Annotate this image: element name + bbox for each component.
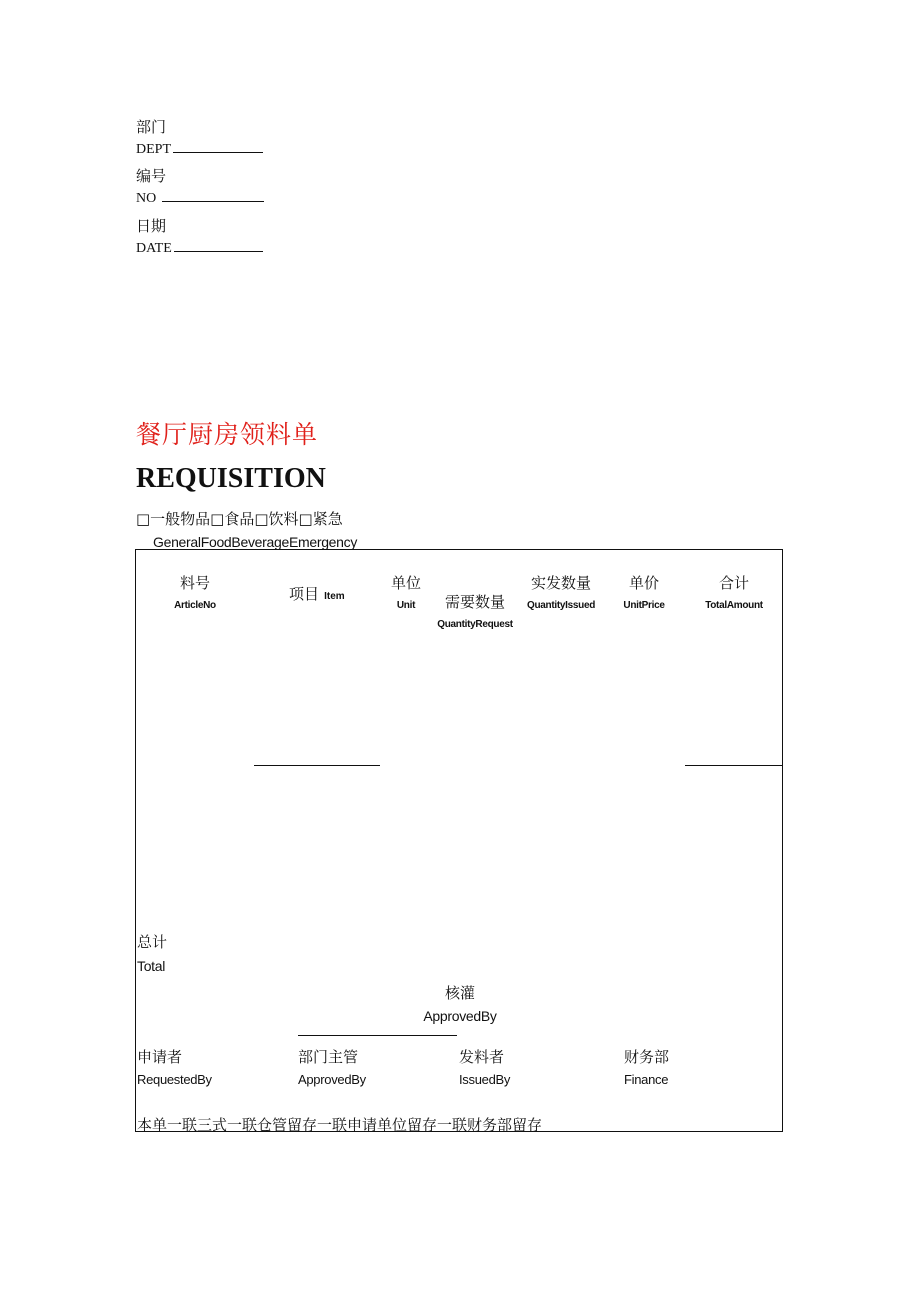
signer-approved-en: ApprovedBy (298, 1072, 366, 1087)
no-blank-line (162, 200, 264, 202)
col-total-amount-en: TotalAmount (705, 600, 763, 611)
form-title-zh: 餐厅厨房领料单 (136, 420, 319, 449)
col-quantity-request-zh: 需要数量 (444, 593, 506, 611)
category-checkboxes[interactable]: □一般物品□食品□饮料□紧急 (136, 510, 343, 528)
verify-label-en: ApprovedBy (423, 1008, 497, 1024)
no-label-en: NO (136, 191, 157, 206)
total-label-zh: 总计 (137, 933, 168, 951)
dept-label-en: DEPT (136, 142, 171, 157)
col-unit-en: Unit (396, 600, 416, 611)
col-quantity-issued-zh: 实发数量 (530, 574, 592, 592)
col-total-amount-zh: 合计 (718, 574, 750, 592)
signer-requested-en: RequestedBy (137, 1072, 212, 1087)
col-quantity-issued-en: QuantityIssued (526, 600, 596, 611)
verify-label-zh: 核灌 (444, 984, 476, 1002)
copies-note: 本单一联三式一联仓管留存一联申请单位留存一联财务部留存 (137, 1116, 543, 1134)
col-article-no-en: ArticleNo (174, 600, 216, 611)
no-field[interactable] (136, 191, 264, 207)
signer-approved-zh: 部门主管 (298, 1048, 359, 1066)
signer-issued-en: IssuedBy (459, 1072, 511, 1087)
requisition-table (135, 549, 783, 1132)
date-label-zh: 日期 (136, 217, 167, 235)
signer-finance-zh: 财务部 (624, 1048, 670, 1066)
signer-issued-zh: 发料者 (459, 1048, 505, 1066)
col-item-header (289, 583, 345, 604)
col-unit-price-zh: 单价 (628, 574, 660, 592)
date-blank-line (174, 250, 263, 252)
col-unit-zh: 单位 (390, 574, 422, 592)
col-quantity-request-en: QuantityRequest (437, 619, 513, 630)
dept-label-zh: 部门 (136, 118, 167, 136)
item-column-line (254, 765, 380, 766)
dept-field[interactable] (136, 142, 263, 158)
col-unit-price-en: UnitPrice (623, 600, 665, 611)
verify-signature-line[interactable] (298, 1035, 457, 1036)
no-label-zh: 编号 (136, 167, 167, 185)
dept-blank-line (173, 151, 263, 153)
date-label-en: DATE (136, 241, 172, 256)
col-item-en: Item (324, 591, 345, 602)
col-item-zh: 项目 (289, 585, 320, 603)
date-field[interactable] (136, 241, 263, 257)
form-title-en: REQUISITION (136, 463, 326, 494)
category-labels-en: GeneralFoodBeverageEmergency (153, 534, 358, 550)
col-article-no-zh: 料号 (179, 574, 211, 592)
total-column-line (685, 765, 783, 766)
total-label-en: Total (137, 958, 166, 974)
signer-finance-en: Finance (624, 1072, 669, 1087)
signer-requested-zh: 申请者 (137, 1048, 183, 1066)
